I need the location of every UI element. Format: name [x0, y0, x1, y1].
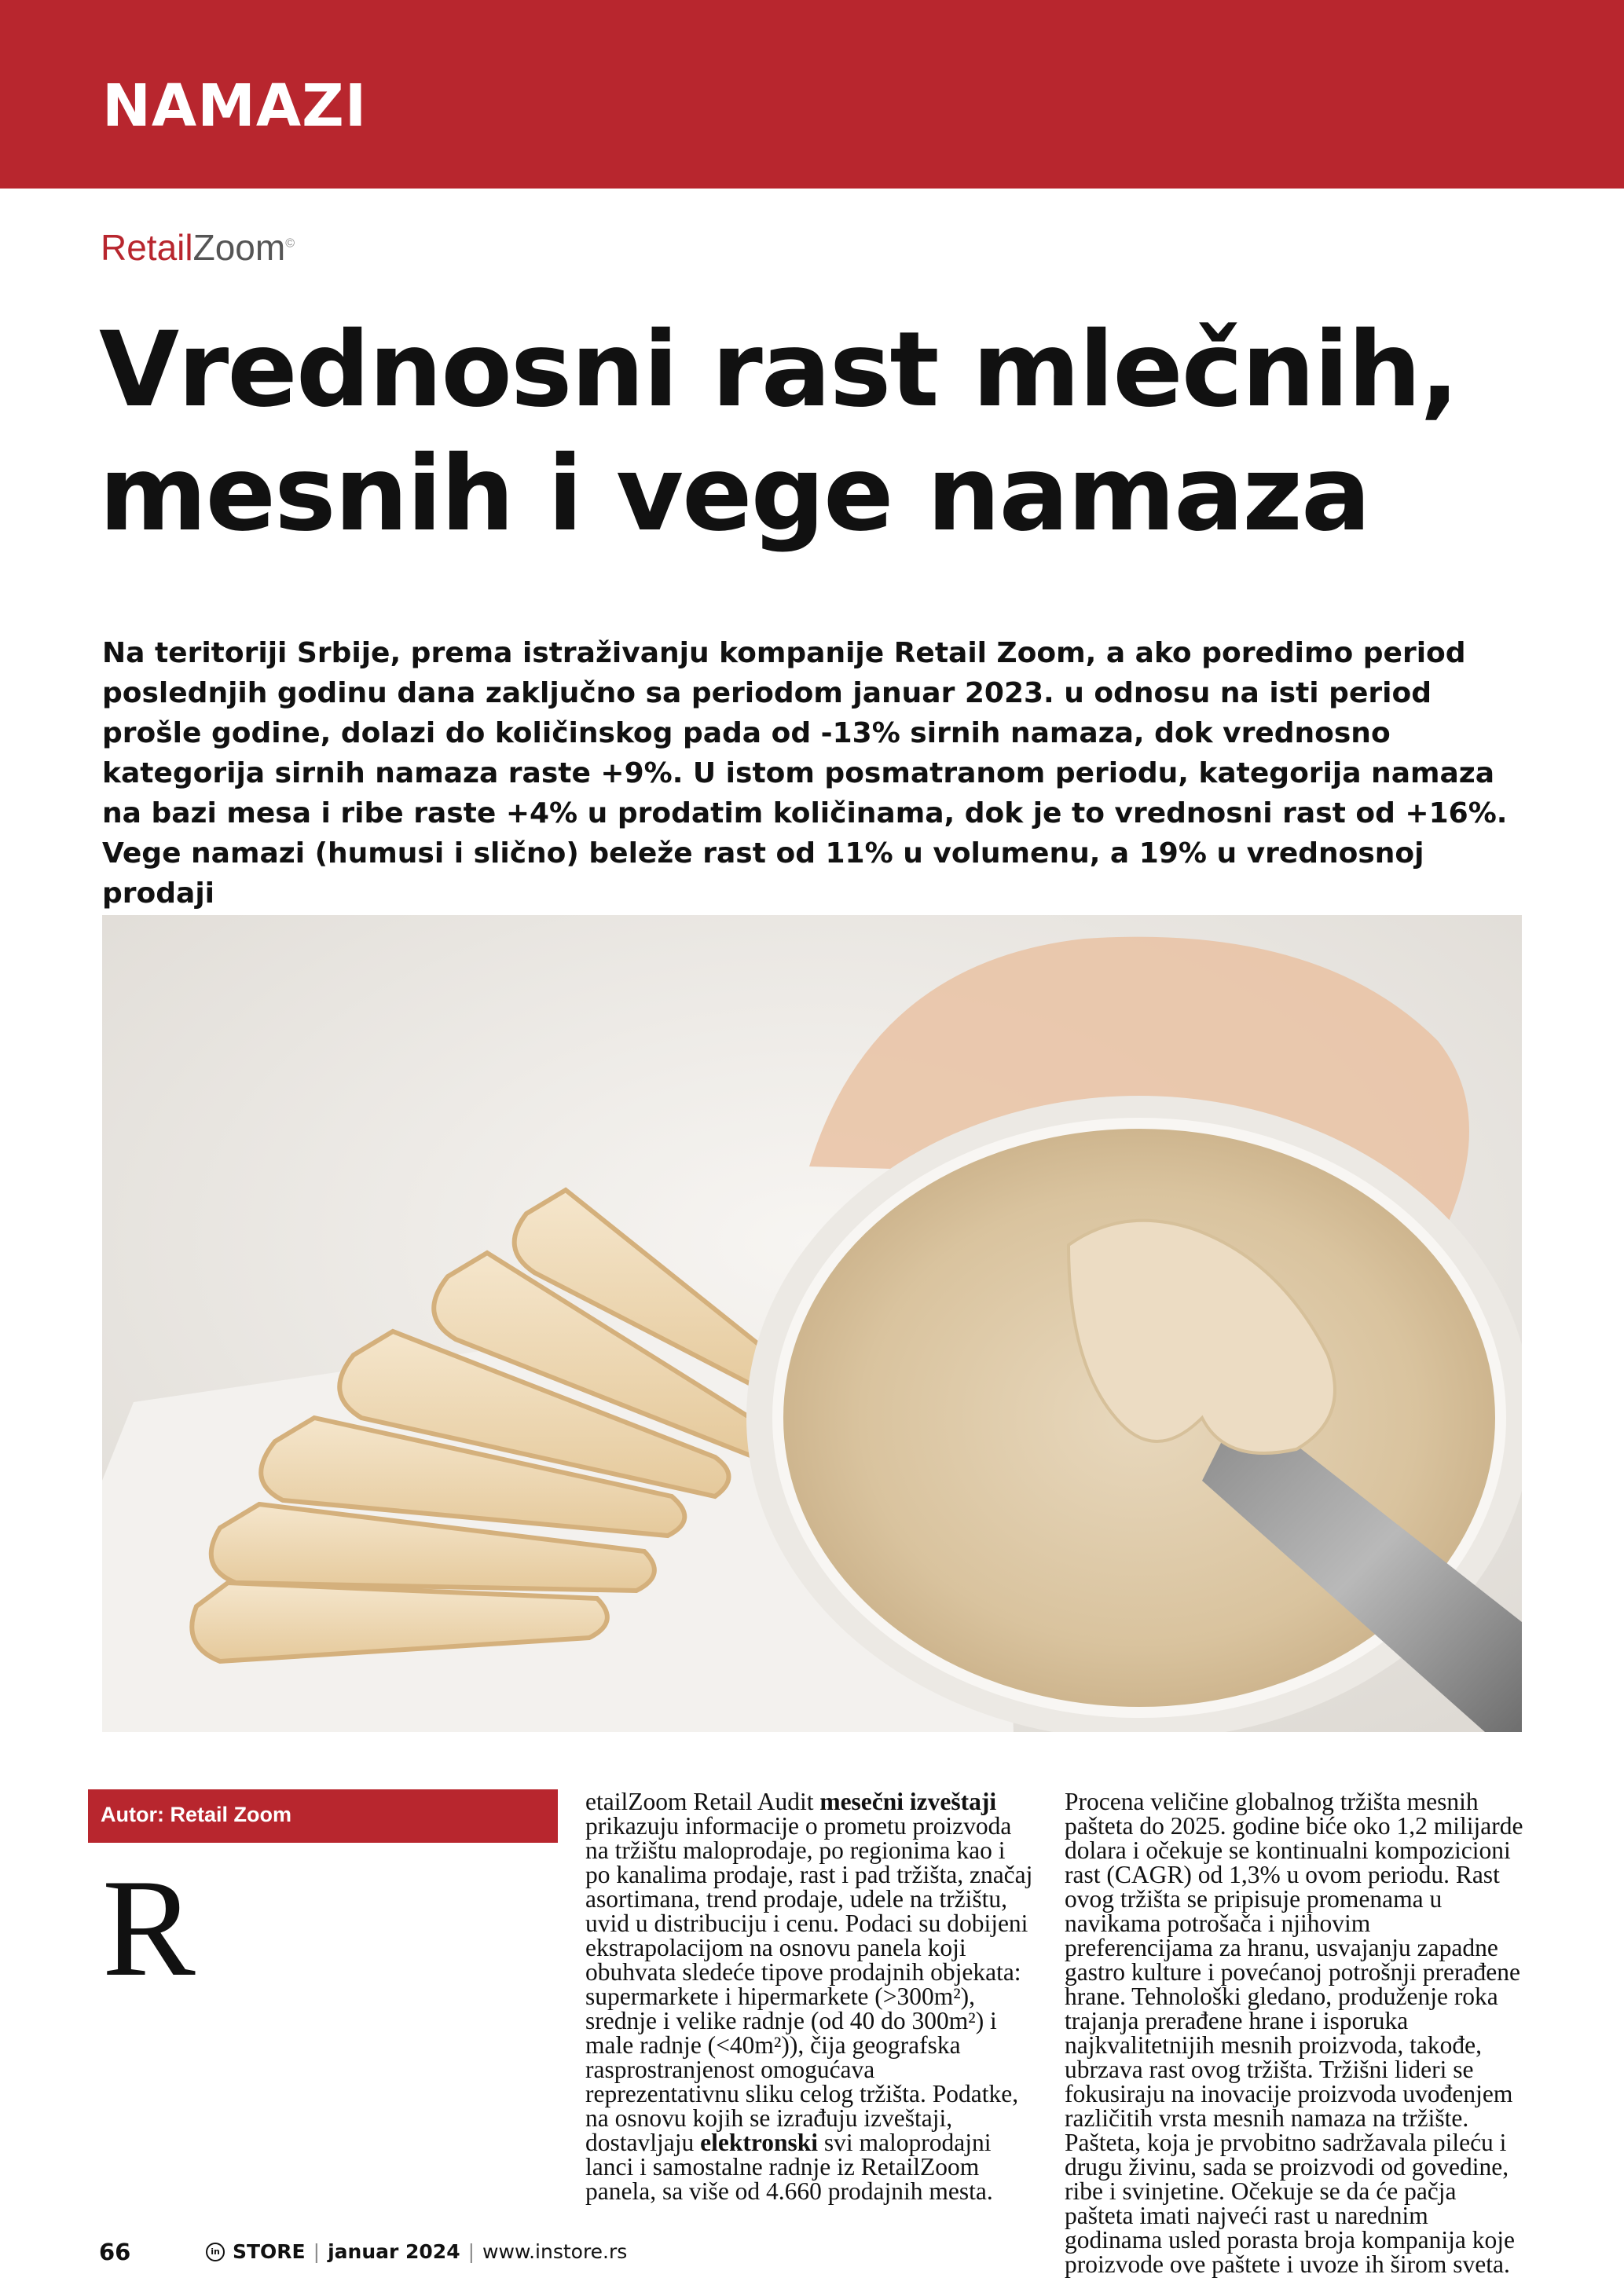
author-label: Autor: Retail Zoom: [101, 1803, 291, 1826]
logo-mark: ©: [285, 236, 295, 251]
article-photo: [102, 915, 1522, 1732]
logo-text-zoom: Zoom: [192, 227, 286, 268]
website-url: www.instore.rs: [482, 2240, 628, 2263]
instore-logo-icon: in: [206, 2243, 225, 2261]
spread-jar-illustration: [102, 915, 1522, 1732]
body-bold-text: elektronski: [700, 2129, 819, 2156]
footer-divider: |: [313, 2240, 321, 2263]
publication-name: STORE: [233, 2240, 306, 2263]
body-bold-text: mesečni izveštaji: [819, 1788, 997, 1815]
body-text: etailZoom Retail Audit: [585, 1788, 820, 1815]
paragraph-gap: [585, 2203, 1033, 2227]
body-paragraph-2-part: [1065, 1789, 1524, 2276]
retailzoom-logo: [101, 226, 295, 269]
footer-divider: |: [467, 2240, 475, 2263]
issue-date: januar 2024: [328, 2240, 460, 2263]
drop-cap: R: [102, 1850, 196, 2005]
article-lead: Na teritoriji Srbije, prema istraživanju kompanije Retail Zoom, a ako poredimo period poslednjih godinu dana zaključno sa periodom januar 2023. u odnosu na isti period prošle godine, dolazi do količinskog pada od -13% sirnih namaza, dok vrednosno kategorija sirnih namaza raste +9%. U istom posmatranom periodu, kategorija namaza na bazi mesa i ribe raste +4% u prodatim količinama, dok je to vrednosni rast od +16%. Vege namazi (humusi i slično) beleže rast od 11% u volumenu, a 19% u vrednosnoj prodaji: [102, 637, 1508, 910]
page-number: 66: [99, 2239, 131, 2265]
body-paragraph-2-part: [585, 1789, 1033, 2251]
publication-footer: [206, 2240, 627, 2263]
headline-line-1: Vrednosni rast mlečnih,: [99, 309, 1458, 430]
headline-line-2: mesnih i vege namaza: [99, 434, 1370, 555]
section-label: NAMAZI: [102, 72, 368, 140]
body-text: svi maloprodajni lanci i samostalne radnje iz RetailZoom panela, sa više od 4.660 prodajnih mesta.: [585, 2129, 993, 2205]
article-body: [102, 1850, 554, 2005]
body-text: [585, 2225, 609, 2253]
body-text: prikazuju informacije o prometu proizvoda na tržištu maloprodaje, po regionima kao i po kanalima prodaje, rast i pad tržišta, značaj asortimana, trend prodaje, udele na tržištu, uvid u distribuciju i cenu. Podaci su dobijeni ekstrapolacijom na osnovu panela koji obuhvata sledeće tipove prodajnih objekata: supermarkete i hipermarkete (>300m²), srednje i velike radnje (od 40 do 300m²) i male radnje (<40m²)), čija geografska rasprostranjenost omogućava reprezentativnu sliku celog tržišta. Podatke, na osnovu kojih se izrađuju izveštaji, dostavljaju: [585, 1812, 1033, 2156]
article-headline: [99, 308, 1553, 556]
body-text: Procena veličine globalnog tržišta mesnih pašteta do 2025. godine biće oko 1,2 milijarde dolara i očekuje se kontinualni kompozicioni rast (CAGR) od 1,3% u ovom periodu. Rast ovog tržišta se pripisuje promenama u navikama potrošača i njihovim preferencijama za hranu, usvajanju zapadne gastro kulture i povećanoj potrošnji prerađene hrane. Tehnološki gledano, produženje roka trajanja prerađene hrane i isporuka najkvalitetnijih mesnih proizvoda, takođe, ubrzava rast ovog tržišta. Tržišni lideri se fokusiraju na inovacije proizvoda uvođenjem različitih vrsta mesnih namaza na tržište. Pašteta, koja je prvobitno sadržavala pileću i drugu živinu, sada se proizvodi od govedine, ribe i svinjetine. Očekuje se da će pačja pašteta imati najveći rast u narednim godinama usled porasta broja kompanija koje proizvode ove paštete i uvoze ih širom sveta.: [1065, 1788, 1523, 2278]
article-body-column-2: [585, 1789, 1033, 2251]
article-body-column-3: [1065, 1789, 1524, 2276]
logo-text-retail: Retail: [101, 227, 193, 268]
